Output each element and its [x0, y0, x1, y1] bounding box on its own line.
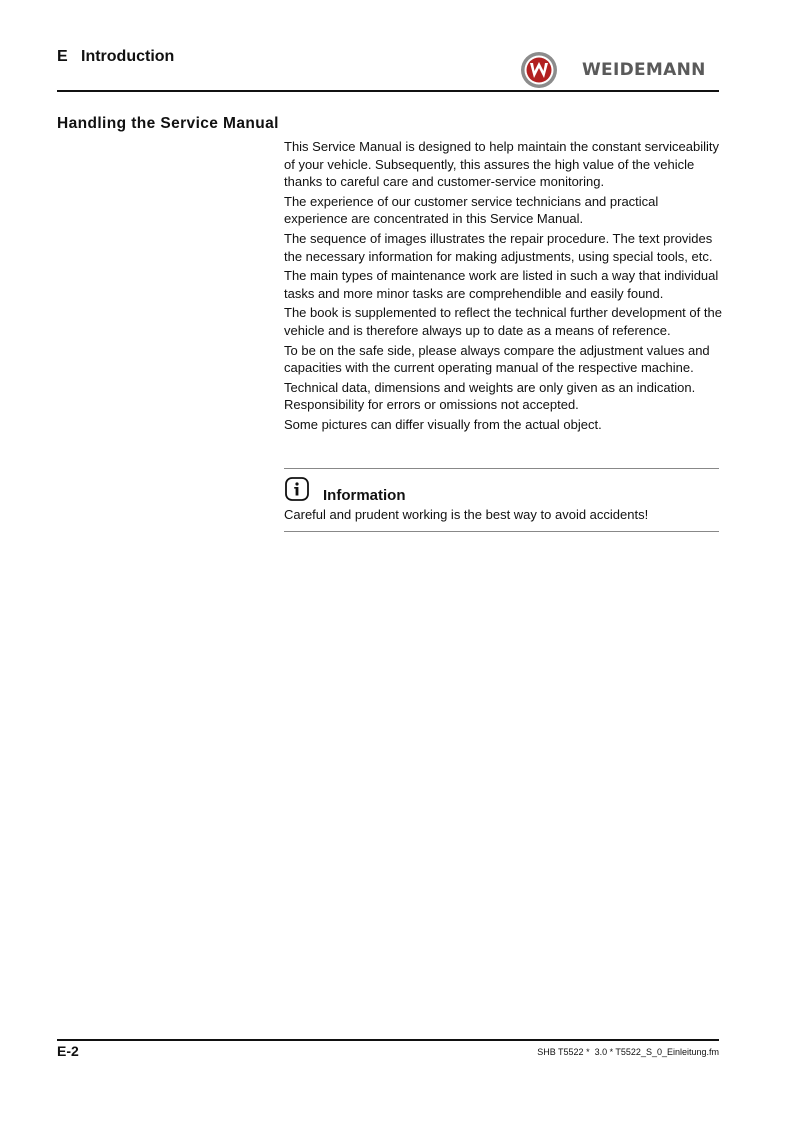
paragraph: This Service Manual is designed to help maintain the constant serviceability of your vehicle. Subsequently, this assures the high value of the vehicle thanks to careful care and customer-service monitoring.	[284, 139, 720, 190]
header-divider	[57, 90, 719, 92]
paragraph: The experience of our customer service technicians and practical experience are concentrated in this Service Manual.	[284, 193, 659, 227]
paragraph: The sequence of images illustrates the repair procedure. The text provides the necessary information for making adjustments, using special tools, etc.	[284, 230, 713, 264]
paragraph: To be on the safe side, please always compare the adjustment values and capacities with the current operating manual of the respective machine.	[284, 342, 710, 376]
brand-logo	[520, 50, 706, 90]
info-icon	[285, 477, 309, 501]
page-number: E-2	[57, 1043, 79, 1059]
information-title: Information	[323, 487, 406, 504]
brand-name: WEIDEMANN	[582, 60, 706, 80]
section-title: E Introduction	[57, 48, 175, 65]
weidemann-logo-icon	[520, 51, 558, 89]
paragraph: Some pictures can differ visually from the actual object.	[284, 416, 602, 432]
paragraph: The main types of maintenance work are listed in such a way that individual tasks and more minor tasks are comprehendible and easily found.	[284, 268, 719, 301]
information-text: Careful and prudent working is the best way to avoid accidents!	[284, 507, 649, 522]
footer-divider	[57, 1039, 719, 1041]
paragraph: The book is supplemented to reflect the technical further development of the vehicle and is therefore always up to date as a means of reference.	[284, 305, 722, 338]
body-text	[284, 138, 724, 436]
paragraph: Technical data, dimensions and weights are only given as an indication. Responsibility for errors or omissions not accepted.	[284, 379, 696, 413]
document-reference: SHB T5522 * 3.0 * T5522_S_0_Einleitung.fm	[537, 1047, 719, 1057]
page-heading: Handling the Service Manual	[57, 115, 279, 132]
information-notice	[284, 468, 719, 532]
